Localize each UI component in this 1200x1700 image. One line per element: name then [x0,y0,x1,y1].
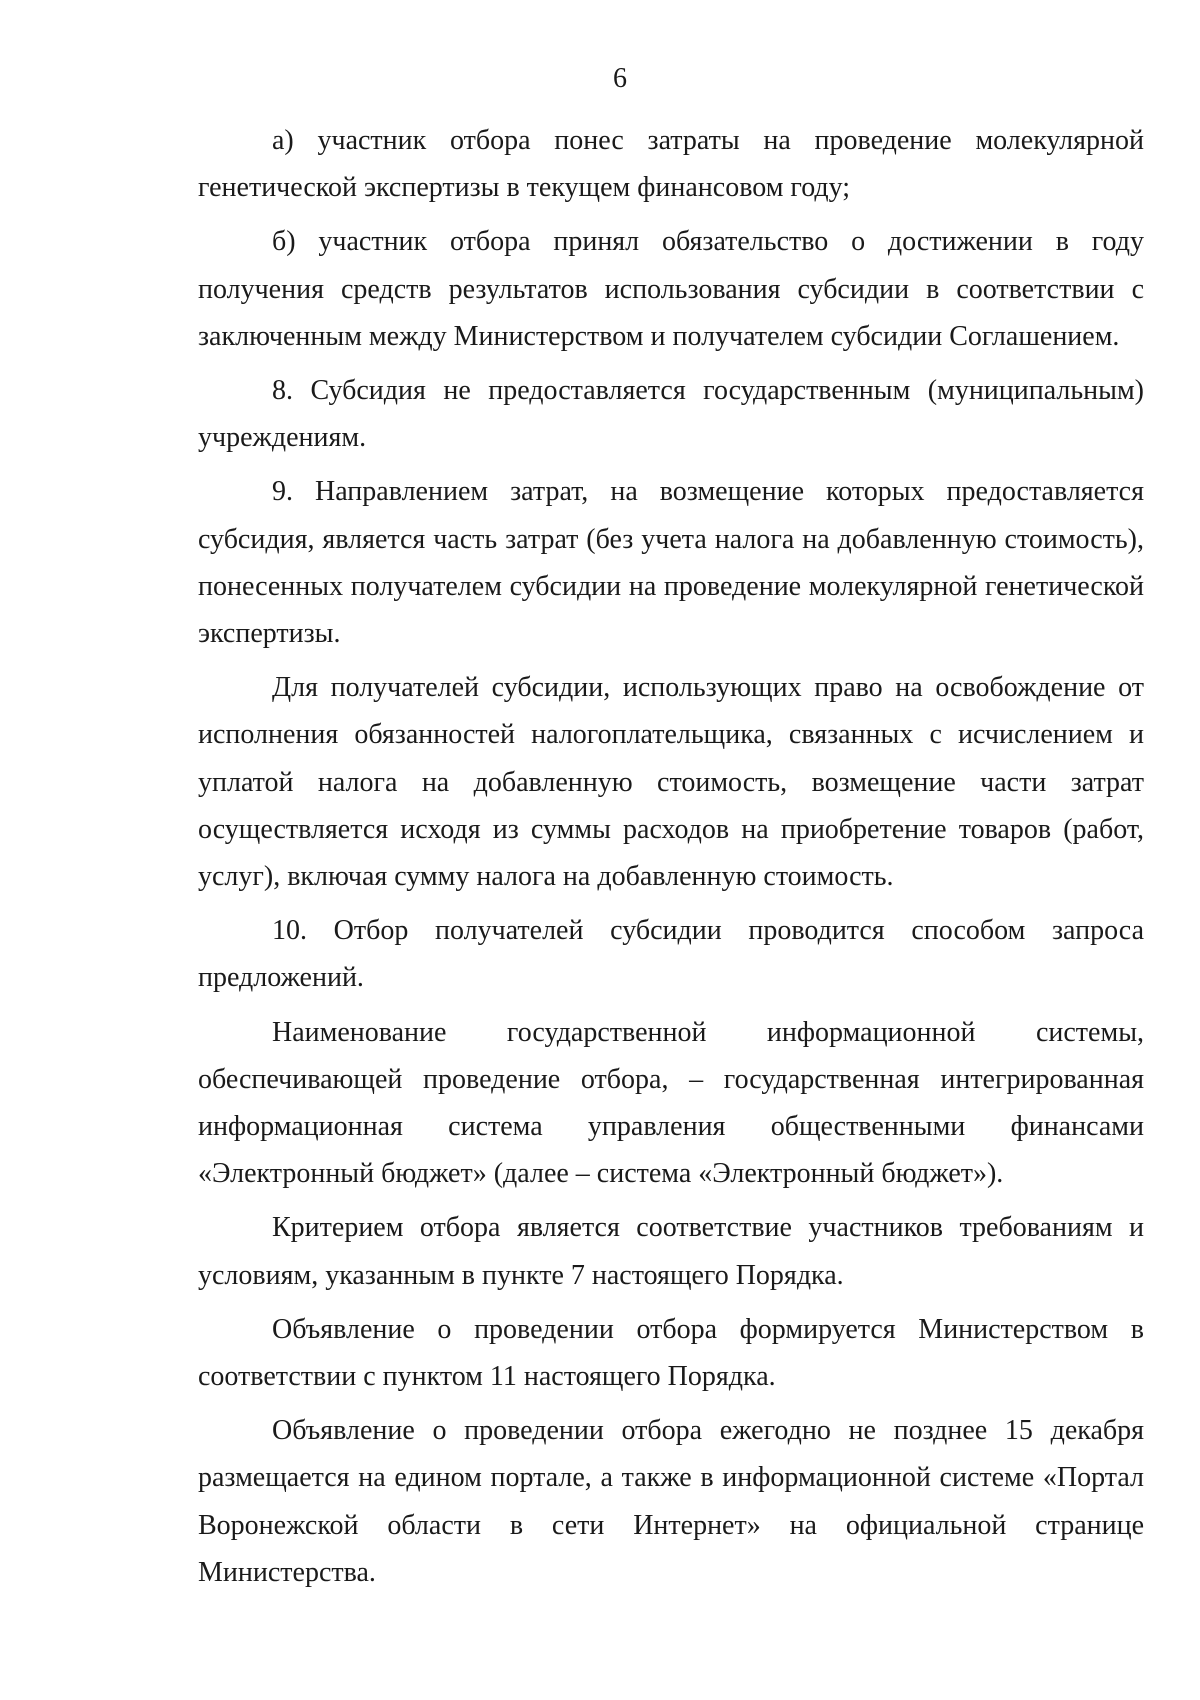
paragraph-item-9: 9. Направлением затрат, на возмещение которых предоставляется субсидия, является часть затрат (без учета налога на добавленную стоимость), понесенных получателем субсидии на проведение молекулярной генетической экспертизы. [198,476,1144,650]
paragraph-vat-exemption: Для получателей субсидии, использующих право на освобождение от исполнения обязанностей налогоплательщика, связанных с исчислением и уплатой налога на добавленную стоимость, возмещение части затрат осуществляется исходя из суммы расходов на приобретение товаров (работ, услуг), включая сумму налога на добавленную стоимость. [198,672,1144,893]
paragraph-announcement-formation: Объявление о проведении отбора формируется Министерством в соответствии с пунктом 11 настоящего Порядка. [198,1313,1144,1393]
paragraph-selection-criterion: Критерием отбора является соответствие участников требованиям и условиям, указанным в пункте 7 настоящего Порядка. [198,1212,1144,1291]
paragraph-item-10: 10. Отбор получателей субсидии проводится способом запроса предложений. [198,915,1144,994]
paragraph-announcement-publication: Объявление о проведении отбора ежегодно не позднее 15 декабря размещается на едином портале, а также в информационной системе «Портал Воронежской области в сети Интернет» на официальной странице Министерства. [198,1415,1144,1588]
paragraph-subitem-b: б) участник отбора принял обязательство о достижении в году получения средств результатов использования субсидии в соответствии с заключенным между Министерством и получателем субсидии Соглашением. [198,226,1144,352]
paragraph-subitem-a: а) участник отбора понес затраты на проведение молекулярной генетической экспертизы в текущем финансовом году; [198,125,1144,204]
page-number: 6 [613,63,627,94]
document-body [198,117,1144,1603]
paragraph-item-8: 8. Субсидия не предоставляется государственным (муниципальным) учреждениям. [198,375,1144,454]
paragraph-information-system: Наименование государственной информационной системы, обеспечивающей проведение отбора, – государственная интегрированная информационная система управления общественными финансами «Электронный бюджет» (далее – система «Электронный бюджет»). [198,1016,1144,1190]
